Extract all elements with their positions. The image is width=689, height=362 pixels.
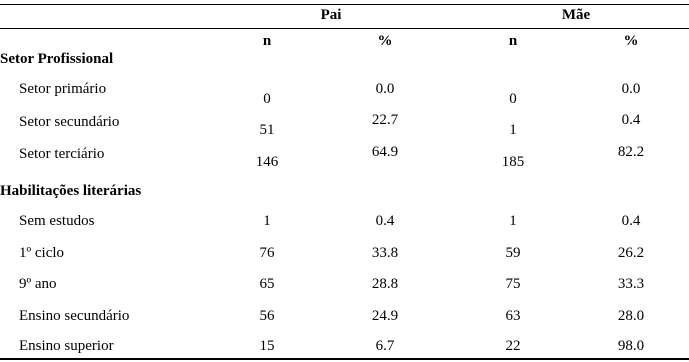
table-bottom-rule [0,358,689,360]
cell-mae-pct: 0.4 [621,112,641,128]
cell-mae-n: 22 [505,338,521,354]
table-header-rule [0,28,689,29]
cell-pai-pct: 0.0 [375,81,395,97]
cell-pai-n: 51 [259,122,275,138]
header-pai-pct: % [377,33,393,49]
row-label: Ensino secundário [19,308,130,324]
cell-pai-pct: 64.9 [371,144,399,160]
cell-mae-n: 75 [505,276,521,292]
cell-pai-n: 1 [263,213,271,229]
cell-pai-n: 0 [263,91,271,107]
cell-mae-pct: 98.0 [617,338,645,354]
cell-pai-pct: 33.8 [371,245,399,261]
cell-pai-pct: 28.8 [371,276,399,292]
row-label: 9º ano [19,276,57,292]
cell-pai-n: 56 [259,308,275,324]
row-label: Sem estudos [19,213,95,229]
header-mae-pct: % [623,33,639,49]
header-mae-n: n [508,33,518,49]
cell-pai-n: 146 [255,154,279,170]
cell-pai-pct: 6.7 [375,338,395,354]
cell-mae-pct: 26.2 [617,245,645,261]
cell-pai-pct: 24.9 [371,308,399,324]
cell-mae-pct: 82.2 [617,144,645,160]
cell-pai-n: 76 [259,245,275,261]
row-label: Setor terciário [19,146,105,162]
cell-pai-pct: 0.4 [375,213,395,229]
row-label: Setor primário [19,81,107,97]
table-top-rule [0,4,689,5]
header-pai-n: n [262,33,272,49]
cell-mae-n: 63 [505,308,521,324]
header-pai: Pai [320,7,342,23]
row-label: 1º ciclo [19,245,65,261]
cell-mae-pct: 33.3 [617,276,645,292]
cell-mae-n: 1 [509,213,517,229]
section-title-habilitacoes-literarias: Habilitações literárias [0,183,142,199]
row-label: Setor secundário [19,114,120,130]
cell-pai-pct: 22.7 [371,112,399,128]
cell-mae-n: 0 [509,91,517,107]
section-title-setor-profissional: Setor Profissional [0,51,114,67]
cell-pai-n: 15 [259,338,275,354]
cell-mae-n: 1 [509,122,517,138]
cell-mae-n: 59 [505,245,521,261]
row-label: Ensino superior [19,338,114,354]
cell-mae-pct: 0.0 [621,81,641,97]
cell-mae-n: 185 [501,154,525,170]
cell-mae-pct: 0.4 [621,213,641,229]
header-mae: Mãe [561,7,591,23]
cell-pai-n: 65 [259,276,275,292]
cell-mae-pct: 28.0 [617,308,645,324]
